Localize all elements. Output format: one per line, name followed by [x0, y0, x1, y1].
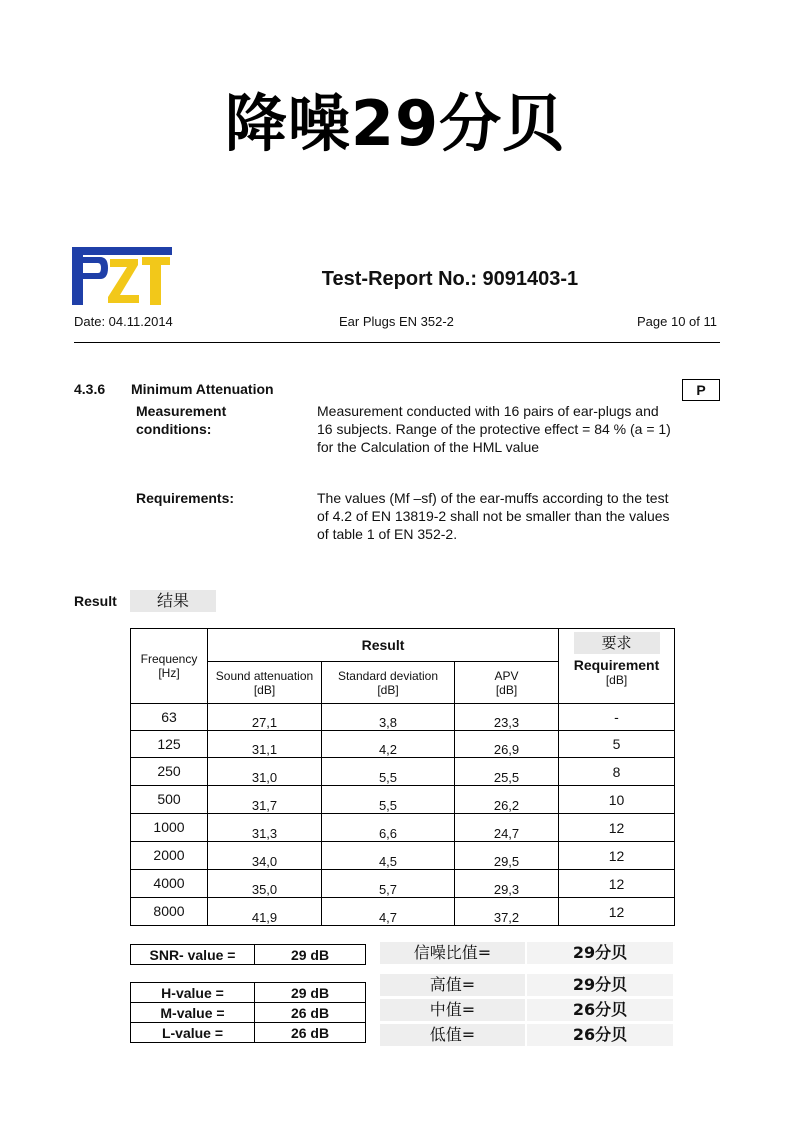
- requirement-cell: 12: [559, 898, 675, 926]
- frequency-cell: 500: [131, 786, 208, 814]
- result-label-cn: 结果: [130, 590, 216, 612]
- table-row: [131, 786, 675, 814]
- measurement-text: Measurement conducted with 16 pairs of ear-plugs and 16 subjects. Range of the protective effect = 84 % (a = 1) for the Calculation of the HML value: [317, 403, 671, 455]
- m-value-cn: 26分贝: [527, 999, 673, 1021]
- m-label: M-value =: [131, 1003, 255, 1023]
- attenuation-table: [130, 628, 675, 926]
- requirements-text: The values (Mf –sf) of the ear-muffs according to the test of 4.2 of EN 13819-2 shall not be smaller than the values of table 1 of EN 352-2.: [317, 490, 670, 542]
- atten-cell: 31,1: [208, 731, 322, 758]
- h-value: 29 dB: [255, 983, 366, 1003]
- m-value: 26 dB: [255, 1003, 366, 1023]
- requirement-cell: 8: [559, 758, 675, 786]
- snr-label: SNR- value =: [131, 945, 255, 965]
- apv-cell: 29,5: [455, 842, 559, 870]
- page-number: Page 10 of 11: [637, 314, 717, 329]
- frequency-cell: 4000: [131, 870, 208, 898]
- requirement-cell: 12: [559, 814, 675, 842]
- sd-cell: 5,7: [322, 870, 455, 898]
- apv-cell: 29,3: [455, 870, 559, 898]
- frequency-cell: 1000: [131, 814, 208, 842]
- requirements-label: Requirements:: [136, 490, 235, 506]
- hml-table: [130, 982, 366, 1043]
- sd-header: Standard deviation [dB]: [322, 662, 455, 704]
- sd-cell: 4,2: [322, 731, 455, 758]
- table-row: [131, 814, 675, 842]
- atten-cell: 31,0: [208, 758, 322, 786]
- apv-cell: 25,5: [455, 758, 559, 786]
- sd-cell: 6,6: [322, 814, 455, 842]
- h-label: H-value =: [131, 983, 255, 1003]
- header-divider: [74, 342, 720, 343]
- table-row: [131, 842, 675, 870]
- h-value-cn: 29分贝: [527, 974, 673, 996]
- atten-cell: 31,7: [208, 786, 322, 814]
- h-label-cn: 高值=: [380, 974, 525, 996]
- atten-cell: 41,9: [208, 898, 322, 926]
- requirement-cell: -: [559, 704, 675, 731]
- snr-table: [130, 944, 366, 965]
- apv-cell: 26,9: [455, 731, 559, 758]
- apv-cell: 37,2: [455, 898, 559, 926]
- sd-cell: 4,7: [322, 898, 455, 926]
- l-label: L-value =: [131, 1023, 255, 1043]
- sd-cell: 3,8: [322, 704, 455, 731]
- table-row: [131, 704, 675, 731]
- snr-value-cn: 29分贝: [527, 942, 673, 964]
- requirement-label-cn: 要求: [574, 632, 660, 654]
- atten-cell: 34,0: [208, 842, 322, 870]
- atten-cell: 27,1: [208, 704, 322, 731]
- requirement-cell: 10: [559, 786, 675, 814]
- page-headline: 降噪29分贝: [224, 87, 566, 160]
- report-date: Date: 04.11.2014: [74, 314, 173, 329]
- apv-cell: 23,3: [455, 704, 559, 731]
- measurement-label: Measurement conditions:: [136, 403, 227, 437]
- frequency-cell: 2000: [131, 842, 208, 870]
- table-row: [131, 870, 675, 898]
- section-number: 4.3.6: [74, 381, 106, 397]
- l-value-cn: 26分贝: [527, 1024, 673, 1046]
- frequency-cell: 250: [131, 758, 208, 786]
- table-row: [131, 731, 675, 758]
- snr-label-cn: 信噪比值=: [380, 942, 525, 964]
- frequency-cell: 125: [131, 731, 208, 758]
- requirement-cell: 12: [559, 870, 675, 898]
- report-standard: Ear Plugs EN 352-2: [339, 314, 454, 329]
- requirement-header: 要求 Requirement [dB]: [559, 629, 675, 704]
- sd-cell: 4,5: [322, 842, 455, 870]
- l-label-cn: 低值=: [380, 1024, 525, 1046]
- result-header: Result: [208, 629, 559, 662]
- result-label: Result: [74, 593, 117, 609]
- atten-cell: 35,0: [208, 870, 322, 898]
- requirement-cell: 5: [559, 731, 675, 758]
- report-title: Test-Report No.: 9091403-1: [321, 268, 579, 290]
- atten-header: Sound attenuation [dB]: [208, 662, 322, 704]
- requirement-cell: 12: [559, 842, 675, 870]
- snr-value: 29 dB: [255, 945, 366, 965]
- frequency-cell: 63: [131, 704, 208, 731]
- m-label-cn: 中值=: [380, 999, 525, 1021]
- sd-cell: 5,5: [322, 786, 455, 814]
- pzt-logo: [72, 247, 172, 305]
- apv-header: APV [dB]: [455, 662, 559, 704]
- table-row: [131, 898, 675, 926]
- sd-cell: 5,5: [322, 758, 455, 786]
- table-row: [131, 758, 675, 786]
- apv-cell: 26,2: [455, 786, 559, 814]
- frequency-header: Frequency [Hz]: [131, 629, 208, 704]
- section-badge: P: [682, 379, 720, 401]
- l-value: 26 dB: [255, 1023, 366, 1043]
- atten-cell: 31,3: [208, 814, 322, 842]
- apv-cell: 24,7: [455, 814, 559, 842]
- frequency-cell: 8000: [131, 898, 208, 926]
- section-title: Minimum Attenuation: [131, 381, 274, 397]
